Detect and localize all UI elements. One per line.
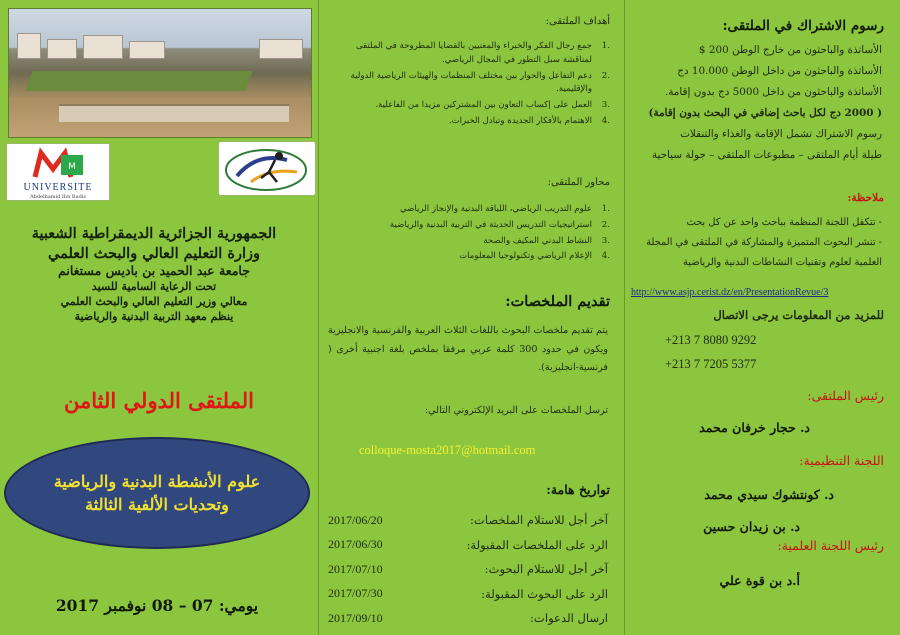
scientific-committee-label: رئيس اللجنة العلمية: <box>777 538 884 553</box>
notes-list <box>632 213 882 273</box>
list-item: .4 الاهتمام بالأفكار الجديدة وتبادل الخبرات. <box>448 115 610 126</box>
fees-list <box>632 40 882 166</box>
university-logo <box>6 143 110 201</box>
table-row: الرد على البحوث المقبولة: 2017/07/30 <box>328 586 608 601</box>
dates-table <box>328 508 608 631</box>
panel-left <box>0 0 318 635</box>
official-header <box>4 224 304 325</box>
list-item: .1 علوم التدريب الرياضي، اللياقة البدنية والإنجاز الرياضي <box>399 204 610 214</box>
organizing-committee-label: اللجنة التنظيمية: <box>799 453 884 468</box>
journal-link[interactable]: http://www.asjp.cerist.dz/en/PresentationRevue/3 <box>631 287 829 298</box>
header-line: معالي وزير التعليم العالي والبحث العلمي <box>60 294 248 308</box>
svg-text:M: M <box>68 162 76 172</box>
email-link[interactable]: colloque-mosta2017@hotmail.com <box>359 443 536 457</box>
fee-line: الأساتذة والباحثون من داخل 5000 دج بدون إقامة. <box>664 86 882 99</box>
list-item: .3 النشاط البدني المكيف والصحة <box>483 235 610 246</box>
contact-title: للمزيد من المعلومات يرجى الاتصال <box>713 308 884 322</box>
email-intro: ترسل الملخصات على البريد الإلكتروني التالي: <box>424 405 608 416</box>
objectives-title: أهداف الملتقى: <box>545 16 610 27</box>
list-item: .1 جمع رجال الفكر والخبراء والمعنيين بالقضايا المطروحة في الملتقى لمناقشة سبل التطور في المجال الرياضي. <box>355 41 610 65</box>
university-logo-sub: Abdelhamid Ibn Badis <box>30 194 86 200</box>
header-line: جامعة عبد الحميد بن باديس مستغانم <box>58 263 250 279</box>
note-line: العلمية لعلوم وتقنيات النشاطات البدنية والرياضية <box>683 257 882 269</box>
fees-title: رسوم الاشتراك في الملتقى: <box>722 18 884 34</box>
fee-line: رسوم الاشتراك تشمل الإقامة والغذاء والتنقلات <box>680 128 882 141</box>
abstracts-text: يتم تقديم ملخصات البحوث باللغات الثلاث العربية والفرنسية والانجليزية ويكون في حدود 300 كلمة عربي مرفقا بملخص بلغة اجنبية أخرى ( فرنسية-انجليزية). <box>328 325 608 374</box>
conference-dates: يومي: 07 – 08 نوفمبر 2017 <box>55 596 259 615</box>
university-logo-mark-icon <box>31 147 87 181</box>
objectives-list <box>328 40 610 131</box>
scientific-chair-name: أ.د بن قوة علي <box>719 573 800 588</box>
phone-number: +213 7 8080 9292 <box>665 333 757 347</box>
list-item: .2 دعم التفاعل والحوار بين مختلف المنظمات والهيئات الرياضية الدولية والإقليمية. <box>350 70 610 95</box>
axes-list <box>328 203 610 266</box>
note-line: - تتكفل اللجنة المنظمة بباحث واحد عن كل بحث <box>686 217 882 228</box>
fee-line: الأساتذة والباحثون من داخل الوطن 10.000 دج <box>677 65 882 78</box>
header-line: الجمهورية الجزائرية الديمقراطية الشعبية <box>31 225 277 242</box>
panel-middle <box>318 0 625 635</box>
phone-number: +213 7 7205 5377 <box>665 357 757 371</box>
chair-label: رئيس الملتقى: <box>807 388 884 403</box>
header-line: تحت الرعاية السامية للسيد <box>91 280 217 293</box>
university-logo-word: UNIVERSITE <box>23 182 93 193</box>
table-row: ارسال الدعوات: 2017/09/10 <box>328 610 608 626</box>
list-item: .2 استراتيجيات التدريس الحديثة في التربية البدنية والرياضية <box>389 219 610 230</box>
fee-line: الأساتذة والباحثون من خارج الوطن 200 $ <box>698 44 882 56</box>
header-line: وزارة التعليم العالي والبحث العلمي <box>48 244 260 262</box>
conference-theme <box>4 437 310 549</box>
committee-member-name: د. كونتشوك سيدي محمد <box>704 487 834 502</box>
header-line: ينظم معهد التربية البدنية والرياضية <box>74 309 234 323</box>
conference-title: الملتقى الدولي الثامن <box>64 388 254 413</box>
axes-title: محاور الملتقى: <box>547 177 610 188</box>
table-row: الرد على الملخصات المقبولة: 2017/06/30 <box>328 537 608 552</box>
theme-line: علوم الأنشطة البدنية والرياضية <box>53 471 261 491</box>
table-row: آخر أجل للاستلام البحوث: 2017/07/10 <box>328 561 608 577</box>
panel-right <box>625 0 900 635</box>
table-row: آخر أجل للاستلام الملخصات: 2017/06/20 <box>328 512 608 528</box>
chair-name: د. حجار خرفان محمد <box>699 420 810 435</box>
note-title: ملاحظة: <box>847 192 884 204</box>
committee-member-name: د. بن زيدان حسين <box>703 519 800 534</box>
list-item: .3 العمل على إكساب التعاون بين المشتركين مزيدا من الفاعلية. <box>375 100 610 110</box>
institute-logo <box>218 141 316 196</box>
fee-line: طيلة أيام الملتقى – مطبوعات الملتقى – جولة سياحية <box>651 149 882 162</box>
campus-photo <box>8 8 312 138</box>
runner-emblem-icon <box>217 142 315 197</box>
note-line: - تنشر البحوث المتميزة والمشاركة في الملتقى في المجلة <box>646 237 882 249</box>
list-item: .4 الإعلام الرياضي وتكنولوجيا المعلومات <box>459 251 610 262</box>
abstracts-title: تقديم الملخصات: <box>505 293 610 310</box>
dates-title: تواريخ هامة: <box>546 482 610 497</box>
fee-line: ( 2000 دج لكل باحث إضافي في البحث بدون إقامة) <box>648 107 882 120</box>
theme-line: وتحديات الألفية الثالثة <box>85 495 229 514</box>
